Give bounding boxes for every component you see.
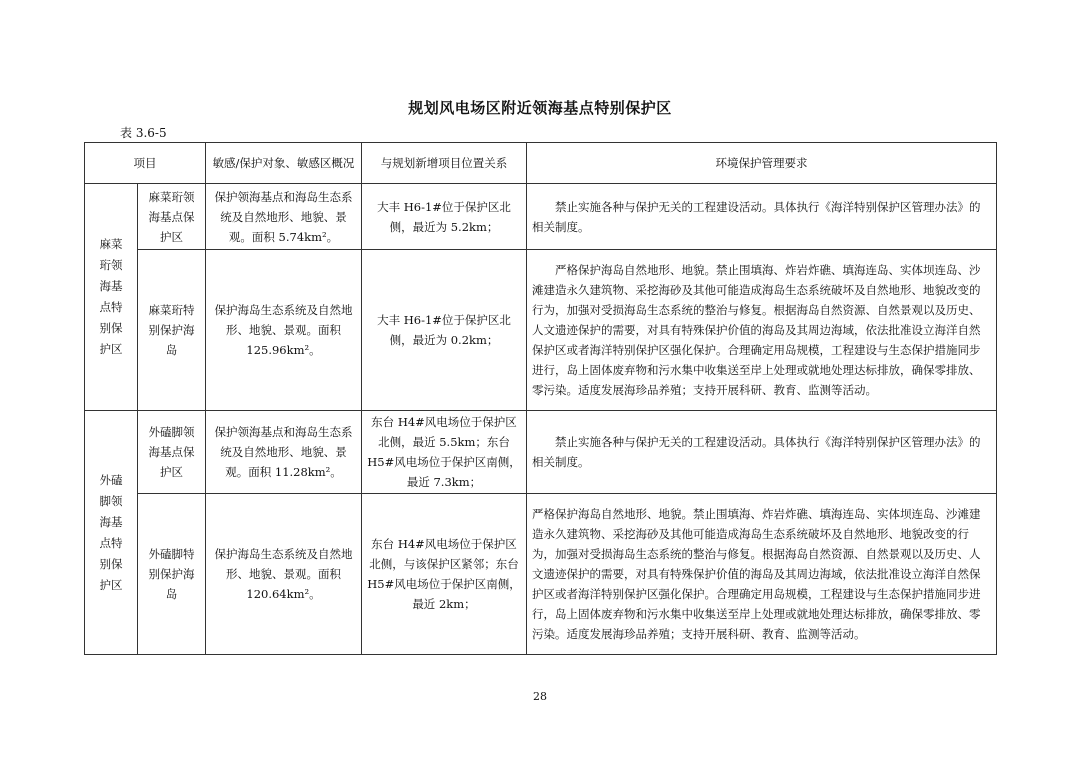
sub-item: 麻菜珩领海基点保护区 — [138, 184, 206, 250]
sub-item: 麻菜珩特别保护海岛 — [138, 250, 206, 411]
requirement-cell: 禁止实施各种与保护无关的工程建设活动。具体执行《海洋特别保护区管理办法》的相关制度。 — [527, 184, 997, 250]
table-header-row — [85, 143, 997, 184]
relation-cell: 东台 H4#风电场位于保护区北侧，最近 5.5km；东台 H5#风电场位于保护区南侧，最近 7.3km； — [362, 411, 527, 494]
sub-item: 外磕脚特别保护海岛 — [138, 494, 206, 655]
requirement-cell: 禁止实施各种与保护无关的工程建设活动。具体执行《海洋特别保护区管理办法》的相关制度。 — [527, 411, 997, 494]
header-item: 项目 — [85, 143, 206, 184]
header-relation: 与规划新增项目位置关系 — [362, 143, 527, 184]
relation-cell: 大丰 H6-1#位于保护区北侧，最近为 5.2km； — [362, 184, 527, 250]
relation-cell: 大丰 H6-1#位于保护区北侧，最近为 0.2km； — [362, 250, 527, 411]
relation-cell: 东台 H4#风电场位于保护区北侧，与该保护区紧邻；东台 H5#风电场位于保护区南侧，最近 2km； — [362, 494, 527, 655]
sub-item: 外磕脚领海基点保护区 — [138, 411, 206, 494]
object-cell: 保护领海基点和海岛生态系统及自然地形、地貌、景观。面积 11.28km²。 — [206, 411, 362, 494]
page-title: 规划风电场区附近领海基点特别保护区 — [408, 99, 672, 117]
table-row — [85, 494, 997, 655]
object-cell: 保护海岛生态系统及自然地形、地貌、景观。面积 125.96km²。 — [206, 250, 362, 411]
header-sensitive: 敏感/保护对象、敏感区概况 — [206, 143, 362, 184]
requirement-cell: 严格保护海岛自然地形、地貌。禁止围填海、炸岩炸礁、填海连岛、实体坝连岛、沙滩建造永久建筑物、采挖海砂及其他可能造成海岛生态系统破坏及自然地形、地貌改变的行为，加强对受损海岛生态系统的整治与修复。根据海岛自然资源、自然景观以及历史、人文遗迹保护的需要，对具有特殊保护价值的海岛及其周边海域，依法批准设立海洋自然保护区或者海洋特别保护区强化保护。合理确定用岛规模，工程建设与生态保护措施同步进行，岛上固体废弃物和污水集中收集送至岸上处理或就地处理达标排放，确保零排放、零污染。适度发展海珍品养殖；支持开展科研、教育、监测等活动。 — [527, 250, 997, 411]
table-row — [85, 411, 997, 494]
object-cell: 保护领海基点和海岛生态系统及自然地形、地貌、景观。面积 5.74km²。 — [206, 184, 362, 250]
table-row — [85, 250, 997, 411]
table-label: 表 3.6-5 — [120, 126, 167, 140]
page-number: 28 — [533, 690, 547, 703]
protection-table — [84, 142, 997, 655]
table-row — [85, 184, 997, 250]
group-name: 麻菜珩领海基点特别保护区 — [85, 184, 138, 411]
group-name: 外磕脚领海基点特别保护区 — [85, 411, 138, 655]
object-cell: 保护海岛生态系统及自然地形、地貌、景观。面积 120.64km²。 — [206, 494, 362, 655]
header-requirements: 环境保护管理要求 — [527, 143, 997, 184]
requirement-cell: 严格保护海岛自然地形、地貌。禁止围填海、炸岩炸礁、填海连岛、实体坝连岛、沙滩建造永久建筑物、采挖海砂及其他可能造成海岛生态系统破坏及自然地形、地貌改变的行为，加强对受损海岛生态系统的整治与修复。根据海岛自然资源、自然景观以及历史、人文遗迹保护的需要，对具有特殊保护价值的海岛及其周边海域，依法批准设立海洋自然保护区或者海洋特别保护区强化保护。合理确定用岛规模，工程建设与生态保护措施同步进行，岛上固体废弃物和污水集中收集送至岸上处理或就地处理达标排放，确保零排放、零污染。适度发展海珍品养殖；支持开展科研、教育、监测等活动。 — [527, 494, 997, 655]
